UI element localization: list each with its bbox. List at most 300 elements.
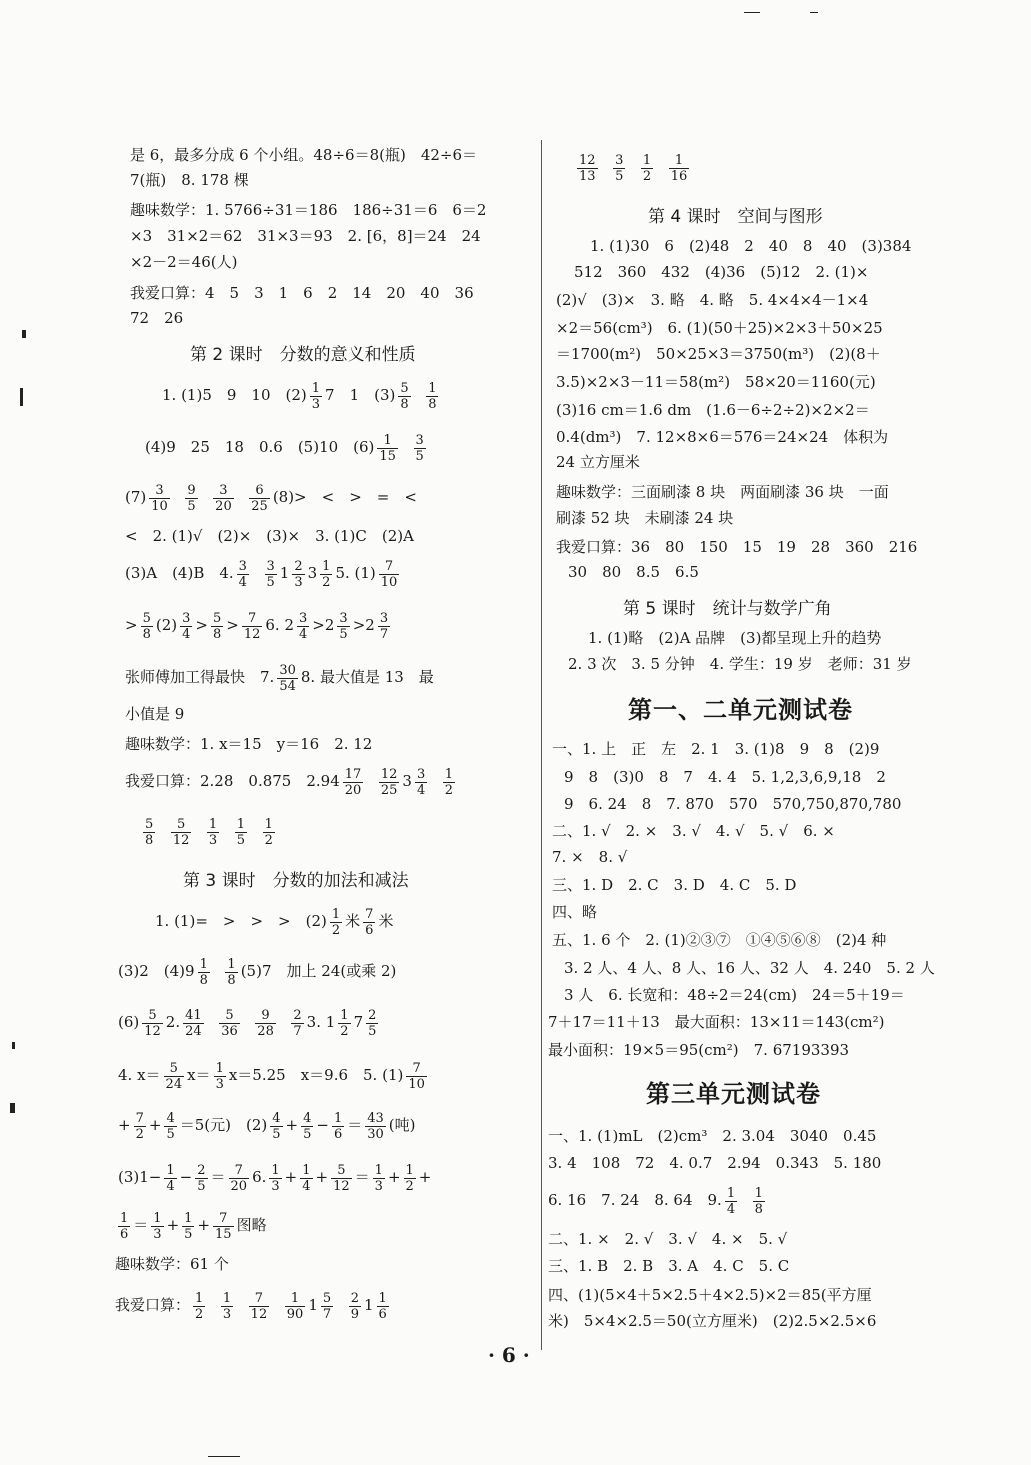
- lesson-heading: 第 2 课时 分数的意义和性质: [190, 345, 416, 365]
- fraction-denominator: 2: [264, 832, 273, 848]
- fraction: [366, 1008, 378, 1039]
- fraction-numerator: 3: [213, 483, 234, 499]
- fraction-denominator: 5: [415, 448, 424, 464]
- fraction: [285, 1291, 306, 1322]
- fraction: [379, 559, 400, 590]
- fraction: [321, 1291, 333, 1322]
- answer-line: 五、1. 6 个 2. (1)②③⑦ ①④⑤⑥⑧ (2)4 种: [552, 931, 887, 949]
- fraction-group: [374, 1290, 392, 1322]
- fraction-group: [140, 816, 278, 848]
- fraction-numerator: 43: [367, 1110, 384, 1126]
- fraction: [641, 153, 653, 184]
- answer-line: ＝1700(m²) 50×25×3＝3750(m³) (2)(8＋: [556, 345, 881, 363]
- fraction-denominator: 28: [257, 1023, 274, 1039]
- answer-line: ×2＝56(cm³) 6. (1)(50＋25)×2×3＋50×25: [556, 319, 883, 337]
- fraction-numerator: 1: [285, 1291, 306, 1307]
- fraction-denominator: 2: [405, 1178, 414, 1194]
- fraction-denominator: 24: [165, 1076, 183, 1092]
- answer-line: 7. × 8. √: [552, 848, 628, 866]
- fraction-denominator: 2: [322, 574, 331, 590]
- fraction: [164, 1061, 185, 1092]
- fraction: [213, 483, 234, 514]
- fraction-group: [328, 1162, 355, 1194]
- lesson-heading: 第 4 课时 空间与图形: [648, 207, 823, 227]
- fraction-denominator: 3: [222, 1306, 232, 1322]
- fraction: [182, 1211, 194, 1242]
- fraction: [225, 957, 237, 988]
- fraction-denominator: 5: [368, 1023, 377, 1039]
- fraction-group: [177, 610, 195, 642]
- fraction-numerator: 2: [197, 1162, 206, 1178]
- answer-line: 四、略: [552, 903, 598, 921]
- fraction-group: [190, 1290, 308, 1322]
- answer-line: 72 26: [130, 309, 184, 327]
- fraction: [379, 767, 400, 798]
- answer-line: $\frac{1}{6}$ ＝ $\frac{1}{3}$ + $\frac{1}{5}$ + $\frac{7}{15}$ 图略: [115, 1208, 267, 1242]
- fraction-group: [179, 1210, 197, 1242]
- fraction-denominator: 12: [144, 1023, 161, 1039]
- answer-line: 我爱口算：2.28 0.875 2.94 $\frac{17}{20}$ $\frac{12}{25}$ 3 $\frac{3}{4}$ $\frac{1}{2}$: [125, 764, 458, 798]
- scan-mark: [744, 12, 760, 13]
- fraction-denominator: 5: [303, 1126, 312, 1142]
- fraction-denominator: 90: [286, 1306, 304, 1322]
- fraction: [164, 1163, 176, 1194]
- fraction-group: [360, 906, 378, 938]
- fraction-group: [722, 1185, 768, 1217]
- fraction: [171, 817, 192, 848]
- fraction-numerator: 7: [229, 1163, 250, 1179]
- fraction-numerator: 2: [368, 1007, 377, 1023]
- fraction-denominator: 12: [172, 832, 190, 848]
- answer-line: 24 立方厘米: [556, 453, 640, 471]
- fraction-numerator: 3: [415, 432, 424, 448]
- fraction-numerator: 1: [166, 1162, 175, 1178]
- fraction-numerator: 1: [311, 380, 321, 396]
- fraction-denominator: 3: [374, 1178, 383, 1194]
- scan-mark: [20, 388, 23, 406]
- fraction-numerator: 1: [754, 1185, 763, 1201]
- scan-mark: [10, 1103, 15, 1113]
- fraction-denominator: 4: [299, 626, 308, 642]
- answer-line: 3 人 6. 长宽和：48÷2＝24(cm) 24＝5＋19＝: [564, 986, 905, 1004]
- answer-line: > $\frac{5}{8}$ (2) $\frac{3}{4}$ > $\frac{5}{8}$ > $\frac{7}{12}$ 6. 2 $\frac{3}{4}$ >2 $\frac{3}{5}$ >2 $\frac{3}{7}$: [125, 608, 393, 642]
- fraction-denominator: 16: [670, 168, 688, 184]
- answer-line: 9 6. 24 8 7. 870 570 570,750,870,780: [564, 795, 902, 813]
- fraction: [265, 559, 277, 590]
- fraction-denominator: 3: [294, 574, 303, 590]
- fraction-denominator: 6: [120, 1226, 129, 1242]
- fraction-denominator: 5: [339, 626, 348, 642]
- fraction-group: [267, 1110, 285, 1142]
- answer-line: 3. 4 108 72 4. 0.7 2.94 0.343 5. 180: [548, 1154, 882, 1172]
- fraction-denominator: 3: [208, 832, 218, 848]
- fraction: [219, 1008, 240, 1039]
- fraction-numerator: 1: [444, 766, 454, 782]
- fraction-numerator: 3: [238, 558, 247, 574]
- fraction-numerator: 1: [331, 906, 341, 922]
- fraction: [263, 817, 275, 848]
- answer-line: + $\frac{7}{2}$ + $\frac{4}{5}$ ＝5(元) (2) $\frac{4}{5}$ + $\frac{4}{5}$ − $\frac{1}{6}$ ＝ $\frac{43}{30}$ (吨): [118, 1110, 416, 1142]
- fraction: [373, 1163, 385, 1194]
- answer-line: 小值是 9: [125, 705, 185, 723]
- fraction: [221, 1291, 233, 1322]
- fraction-denominator: 2: [444, 782, 454, 798]
- fraction-group: [115, 1210, 133, 1242]
- fraction: [320, 559, 332, 590]
- fraction-numerator: 5: [171, 817, 192, 833]
- fraction-numerator: 1: [271, 1162, 280, 1178]
- fraction-denominator: 5: [236, 832, 246, 848]
- fraction-numerator: 1: [208, 816, 218, 832]
- answer-line: 我爱口算：4 5 3 1 6 2 14 20 40 36: [130, 284, 474, 302]
- fraction: [277, 663, 298, 694]
- answer-line: 趣味数学：61 个: [115, 1255, 229, 1273]
- fraction-numerator: 1: [199, 956, 208, 972]
- answer-line: 米) 5×4×2.5＝50(立方厘米) (2)2.5×2.5×6: [548, 1312, 877, 1330]
- fraction-numerator: 2: [294, 558, 303, 574]
- fraction-numerator: 1: [642, 152, 652, 168]
- fraction-group: [210, 1210, 237, 1242]
- fraction: [331, 1163, 352, 1194]
- answer-line: 3. 2 人、4 人、8 人、16 人、32 人 4. 240 5. 2 人: [564, 959, 935, 977]
- fraction-group: [401, 1162, 419, 1194]
- answer-line: 趣味数学：1. x＝15 y＝16 2. 12: [125, 735, 373, 753]
- fraction-denominator: 8: [428, 396, 437, 412]
- fraction-denominator: 4: [302, 1178, 311, 1194]
- fraction: [249, 483, 270, 514]
- fraction-numerator: 1: [333, 1110, 343, 1126]
- fraction: [365, 1111, 386, 1142]
- fraction-numerator: 1: [374, 1162, 383, 1178]
- fraction-numerator: 5: [400, 380, 409, 396]
- fraction-group: [289, 558, 307, 590]
- fraction-group: [327, 906, 345, 938]
- fraction-numerator: 1: [184, 1210, 193, 1226]
- fraction-denominator: 5: [166, 1126, 175, 1142]
- fraction-group: [180, 1007, 307, 1039]
- lesson-heading: 第 5 课时 统计与数学广角: [623, 599, 832, 619]
- fraction-group: [395, 380, 441, 412]
- answer-line: 趣味数学：1. 5766÷31＝186 186÷31＝6 6＝2: [130, 201, 487, 219]
- fraction-numerator: 4: [272, 1110, 281, 1126]
- fraction: [118, 1211, 130, 1242]
- fraction-denominator: 2: [331, 922, 341, 938]
- fraction-group: [376, 558, 403, 590]
- fraction: [207, 817, 219, 848]
- scan-mark: [208, 1456, 240, 1457]
- lesson-heading: 第 3 课时 分数的加法和减法: [183, 871, 409, 891]
- fraction: [338, 1008, 350, 1039]
- fraction-group: [195, 956, 241, 988]
- fraction-denominator: 5: [615, 168, 624, 184]
- answer-line: ×2－2＝46(人): [130, 253, 238, 271]
- fraction-group: [161, 1060, 188, 1092]
- fraction-denominator: 4: [166, 1178, 175, 1194]
- fraction-numerator: 4: [166, 1110, 175, 1126]
- fraction: [332, 1111, 344, 1142]
- answer-line: 三、1. D 2. C 3. D 4. C 5. D: [552, 876, 797, 894]
- fraction-denominator: 12: [243, 626, 261, 642]
- fraction-group: [307, 380, 325, 412]
- fraction-group: [374, 432, 428, 464]
- fraction-denominator: 4: [416, 782, 426, 798]
- fraction-denominator: 6: [333, 1126, 343, 1142]
- fraction: [193, 1291, 205, 1322]
- fraction-group: [146, 482, 273, 514]
- fraction-numerator: 1: [236, 816, 246, 832]
- fraction-numerator: 1: [669, 153, 690, 169]
- fraction-numerator: 3: [266, 558, 275, 574]
- fraction-denominator: 4: [726, 1201, 736, 1217]
- fraction: [180, 611, 192, 642]
- answer-line: [140, 814, 278, 848]
- fraction-numerator: 5: [142, 610, 151, 626]
- fraction-denominator: 8: [142, 626, 151, 642]
- answer-line: 我爱口算：36 80 150 15 19 28 360 216: [556, 538, 918, 556]
- fraction-group: [266, 1162, 284, 1194]
- fraction-denominator: 12: [250, 1306, 268, 1322]
- fraction-numerator: 1: [340, 1007, 349, 1023]
- fraction-numerator: 1: [428, 380, 437, 396]
- fraction-group: [335, 1007, 353, 1039]
- fraction-denominator: 54: [279, 678, 296, 694]
- fraction-numerator: 1: [264, 816, 273, 832]
- answer-line: 趣味数学：三面刷漆 8 块 两面刷漆 36 块 一面: [556, 483, 889, 501]
- fraction-numerator: 1: [405, 1162, 414, 1178]
- fraction-group: [208, 610, 226, 642]
- answer-line: 最小面积：19×5＝95(cm²) 7. 67193393: [548, 1041, 850, 1059]
- fraction: [143, 817, 155, 848]
- answer-line: 0.4(dm³) 7. 12×8×6＝576＝24×24 体积为: [556, 428, 889, 446]
- fraction-numerator: 3: [299, 610, 308, 626]
- fraction-denominator: 13: [579, 168, 596, 184]
- fraction: [185, 483, 197, 514]
- fraction-group: [211, 1060, 229, 1092]
- fraction-denominator: 8: [400, 396, 409, 412]
- fraction-group: [363, 1007, 381, 1039]
- fraction-numerator: 1: [227, 956, 236, 972]
- fraction-numerator: 3: [149, 483, 170, 499]
- answer-line: (7) $\frac{3}{10}$ $\frac{9}{5}$ $\frac{3}{20}$ $\frac{6}{25}$ (8)> < > = <: [125, 482, 417, 514]
- fraction-denominator: 7: [322, 1306, 332, 1322]
- fraction: [415, 767, 427, 798]
- fraction-numerator: 1: [120, 1210, 129, 1226]
- fraction: [300, 1163, 312, 1194]
- fraction: [195, 1163, 207, 1194]
- fraction-denominator: 4: [182, 626, 191, 642]
- fraction-denominator: 15: [379, 448, 396, 464]
- fraction: [330, 907, 342, 938]
- fraction: [725, 1186, 737, 1217]
- fraction-numerator: 5: [219, 1008, 240, 1024]
- fraction: [443, 767, 455, 798]
- fraction-group: [329, 1110, 347, 1142]
- fraction: [229, 1163, 250, 1194]
- fraction-numerator: 1: [726, 1185, 736, 1201]
- fraction-group: [375, 610, 393, 642]
- fraction-denominator: 3: [153, 1226, 162, 1242]
- fraction-numerator: 1: [322, 558, 331, 574]
- fraction-denominator: 10: [151, 498, 168, 514]
- fraction-denominator: 8: [227, 972, 236, 988]
- answer-line: (3)2 (4)9 $\frac{1}{8}$ $\frac{1}{8}$ (5)7 加上 24(或乘 2): [118, 956, 397, 988]
- fraction-numerator: 30: [279, 662, 296, 678]
- fraction: [164, 1111, 176, 1142]
- fraction-denominator: 5: [266, 574, 275, 590]
- fraction: [377, 433, 398, 464]
- fraction-numerator: 7: [406, 1061, 427, 1077]
- answer-line: 一、1. (1)mL (2)cm³ 2. 3.04 3040 0.45: [548, 1127, 877, 1145]
- fraction-group: [131, 1110, 149, 1142]
- answer-line: 9 8 (3)0 8 7 4. 4 5. 1,2,3,6,9,18 2: [564, 768, 886, 786]
- fraction-group: [139, 1007, 166, 1039]
- test-title: 第一、二单元测试卷: [628, 696, 853, 724]
- fraction-group: [234, 558, 280, 590]
- fraction-group: [226, 1162, 253, 1194]
- fraction-numerator: 1: [153, 1210, 162, 1226]
- fraction-denominator: 2: [642, 168, 652, 184]
- answer-line: [574, 150, 692, 184]
- fraction-numerator: 3: [615, 152, 624, 168]
- fraction: [269, 1163, 281, 1194]
- fraction-denominator: 3: [215, 1076, 224, 1092]
- fraction-numerator: 5: [164, 1061, 185, 1077]
- answer-line: 7(瓶) 8. 178 棵: [130, 171, 249, 189]
- fraction-group: [318, 1290, 364, 1322]
- fraction-denominator: 7: [293, 1023, 302, 1039]
- fraction-denominator: 9: [350, 1306, 359, 1322]
- fraction-group: [294, 610, 312, 642]
- fraction-denominator: 25: [251, 498, 268, 514]
- fraction-numerator: 5: [142, 1008, 163, 1024]
- fraction: [270, 1111, 282, 1142]
- fraction-denominator: 5: [184, 1226, 193, 1242]
- fraction: [134, 1111, 146, 1142]
- fraction-numerator: 9: [255, 1008, 276, 1024]
- fraction-denominator: 5: [187, 498, 196, 514]
- fraction-numerator: 4: [303, 1110, 312, 1126]
- fraction: [291, 1008, 303, 1039]
- answer-line: 4. x＝ $\frac{5}{24}$ x＝ $\frac{1}{3}$ x＝5.25 x＝9.6 5. (1) $\frac{7}{10}$: [118, 1058, 430, 1092]
- fraction: [142, 1008, 163, 1039]
- fraction: [237, 559, 249, 590]
- fraction: [198, 957, 210, 988]
- fraction-denominator: 8: [212, 626, 222, 642]
- fraction-group: [192, 1162, 210, 1194]
- fraction-numerator: 41: [185, 1007, 202, 1023]
- fraction-numerator: 12: [380, 766, 398, 782]
- fraction-numerator: 5: [212, 610, 222, 626]
- answer-line: 四、(1)(5×4＋5×2.5＋4×2.5)×2＝85(平方厘: [548, 1286, 872, 1304]
- fraction-denominator: 2: [195, 1306, 204, 1322]
- answer-line: 二、1. √ 2. × 3. √ 4. √ 5. √ 6. ×: [552, 822, 835, 840]
- fraction: [363, 907, 375, 938]
- scan-mark: [810, 12, 818, 13]
- fraction: [213, 1211, 234, 1242]
- fraction-numerator: 5: [145, 816, 154, 832]
- fraction: [377, 1291, 389, 1322]
- fraction: [255, 1008, 276, 1039]
- fraction-denominator: 3: [271, 1178, 280, 1194]
- fraction-numerator: 17: [344, 766, 362, 782]
- fraction: [753, 1186, 765, 1217]
- fraction-denominator: 20: [215, 498, 232, 514]
- answer-line: 1. (1)略 (2)A 品牌 (3)都呈现上升的趋势: [588, 629, 882, 647]
- fraction: [426, 381, 438, 412]
- fraction-numerator: 9: [187, 482, 196, 498]
- fraction-denominator: 12: [333, 1178, 350, 1194]
- fraction-numerator: 7: [379, 559, 400, 575]
- fraction-numerator: 5: [322, 1290, 332, 1306]
- fraction-denominator: 7: [379, 626, 389, 642]
- fraction: [613, 153, 625, 184]
- fraction: [406, 1061, 427, 1092]
- fraction-numerator: 2: [350, 1290, 359, 1306]
- fraction: [349, 1291, 361, 1322]
- fraction: [577, 153, 598, 184]
- fraction-numerator: 7: [135, 1110, 144, 1126]
- fraction-group: [297, 1162, 315, 1194]
- fraction-denominator: 20: [344, 782, 362, 798]
- fraction: [398, 381, 410, 412]
- answer-line: (6) $\frac{5}{12}$ 2. $\frac{41}{24}$ $\frac{5}{36}$ $\frac{9}{28}$ $\frac{2}{7}$ 3. 1 $\frac{1}{2}$ 7 $\frac{2}{5}$: [118, 1005, 381, 1039]
- fraction-denominator: 30: [367, 1126, 384, 1142]
- answer-line: 30 80 8.5 6.5: [568, 563, 699, 581]
- answer-line: 三、1. B 2. B 3. A 4. C 5. C: [548, 1257, 790, 1275]
- fraction-denominator: 2: [135, 1126, 144, 1142]
- fraction-numerator: 3: [379, 610, 389, 626]
- fraction-denominator: 25: [380, 782, 398, 798]
- fraction-numerator: 3: [339, 610, 348, 626]
- fraction: [149, 483, 170, 514]
- fraction: [292, 559, 304, 590]
- answer-line: 512 360 432 (4)36 (5)12 2. (1)×: [574, 263, 869, 281]
- fraction: [378, 611, 390, 642]
- fraction: [249, 1291, 270, 1322]
- fraction-group: [138, 610, 156, 642]
- fraction-numerator: 1: [302, 1162, 311, 1178]
- fraction: [297, 611, 309, 642]
- fraction-group: [334, 610, 352, 642]
- fraction: [214, 1061, 226, 1092]
- fraction-denominator: 24: [185, 1023, 202, 1039]
- answer-line: < 2. (1)√ (2)× (3)× 3. (1)C (2)A: [125, 527, 414, 545]
- fraction: [337, 611, 349, 642]
- fraction-denominator: 3: [311, 396, 321, 412]
- fraction-group: [403, 1060, 430, 1092]
- fraction-numerator: 5: [331, 1163, 352, 1179]
- fraction-group: [161, 1162, 179, 1194]
- answer-line: 刷漆 52 块 未刷漆 24 块: [556, 509, 734, 527]
- fraction-denominator: 6: [378, 1306, 387, 1322]
- answer-line: (3)16 cm＝1.6 dm (1.6－6÷2÷2)×2×2＝: [556, 401, 870, 419]
- fraction-numerator: 6: [249, 483, 270, 499]
- fraction-denominator: 8: [145, 832, 154, 848]
- fraction-denominator: 4: [238, 574, 247, 590]
- answer-line: 是 6，最多分成 6 个小组。48÷6＝8(瓶) 42÷6＝: [130, 146, 478, 164]
- fraction: [310, 381, 322, 412]
- fraction-numerator: 1: [222, 1290, 232, 1306]
- fraction-numerator: 12: [579, 152, 596, 168]
- scan-mark: [12, 1042, 15, 1049]
- fraction-denominator: 15: [215, 1226, 232, 1242]
- fraction-numerator: 1: [378, 1290, 387, 1306]
- fraction-group: [574, 152, 692, 184]
- fraction: [211, 611, 223, 642]
- answer-line: 1. (1)5 9 10 (2) $\frac{1}{3}$ 7 1 (3) $\frac{5}{8}$ $\frac{1}{8}$: [162, 378, 441, 412]
- fraction-denominator: 20: [230, 1178, 248, 1194]
- answer-line: 1. (1)30 6 (2)48 2 40 8 40 (3)384: [590, 237, 912, 255]
